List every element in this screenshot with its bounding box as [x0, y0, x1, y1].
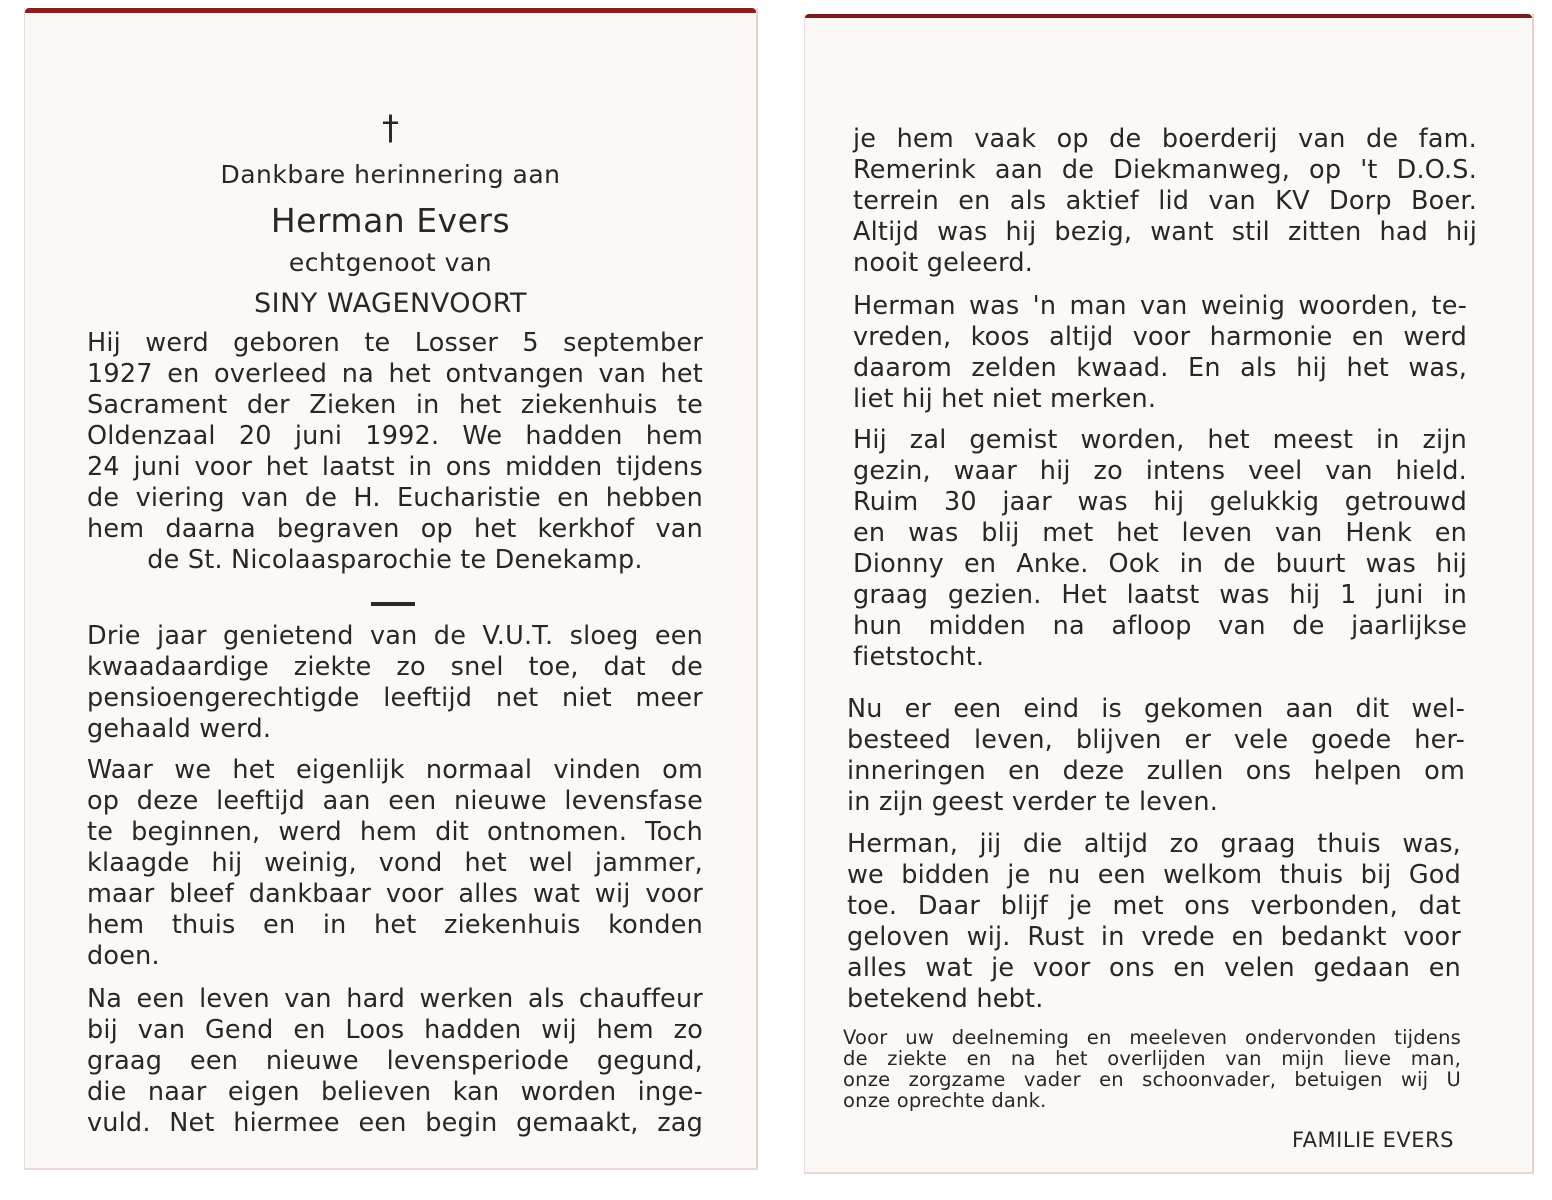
text-line: terrein en als aktief lid van KV Dorp Boer. [853, 186, 1477, 216]
text-line: betekend hebt. [847, 984, 1044, 1014]
text-line: Herman was 'n man van weinig woorden, te- [853, 291, 1467, 321]
paragraph-retirement [87, 755, 703, 972]
text-line: de ziekte en na het overlijden van mijn lieve man, [843, 1047, 1461, 1070]
text-line: graag een nieuwe levensperiode gegund, [87, 1046, 703, 1076]
paragraph-career [87, 984, 703, 1139]
text-line: Herman, jij die altijd zo graag thuis was, [847, 829, 1461, 859]
cross-icon: † [382, 108, 399, 148]
text-line: hun midden na afloop van de jaarlijkse [853, 611, 1467, 641]
text-line: je hem vaak op de boerderij van de fam. [853, 124, 1477, 154]
text-line: alles wat je voor ons en velen gedaan en [847, 953, 1461, 983]
text-line: besteed leven, blijven er vele goede her- [847, 725, 1465, 755]
paragraph-farewell [847, 829, 1461, 1015]
relation-text: echtgenoot van [288, 248, 493, 277]
text-line: de viering van de H. Eucharistie en hebben [87, 483, 703, 513]
paragraph-activities [853, 124, 1477, 279]
text-line: Nu er een eind is gekomen aan dit wel- [847, 694, 1465, 724]
text-line: vreden, koos altijd voor harmonie en werd [853, 322, 1467, 352]
deceased-name: Herman Evers [270, 201, 511, 240]
paragraph-thanks [843, 1027, 1461, 1111]
text-line: Ruim 30 jaar was hij gelukkig getrouwd [853, 487, 1467, 517]
divider [371, 602, 415, 606]
paragraph-character [853, 291, 1467, 415]
text-line: Altijd was hij bezig, want stil zitten had hij [853, 217, 1477, 247]
text-line: Voor uw deelneming en meeleven ondervonden tijdens [843, 1026, 1461, 1049]
memorial-card-back [804, 14, 1534, 1174]
text-line: toe. Daar blijf je met ons verbonden, dat [847, 891, 1461, 921]
text-line: onze zorgzame vader en schoonvader, betuigen wij U [843, 1068, 1461, 1091]
paragraph-illness [87, 621, 703, 745]
text-line: en was blij met het leven van Henk en [853, 518, 1467, 548]
text-line: klaagde hij weinig, vond het wel jammer, [87, 848, 703, 878]
text-line: gezin, waar hij zo intens veel van hield. [853, 456, 1467, 486]
text-line: bij van Gend en Loos hadden wij hem zo [87, 1015, 703, 1045]
text-line: onze oprechte dank. [843, 1089, 1047, 1112]
text-line: 1927 en overleed na het ontvangen van het [87, 359, 703, 389]
text-line: daarom zelden kwaad. En als hij het was, [853, 353, 1467, 383]
text-line: de St. Nicolaasparochie te Denekamp. [147, 545, 643, 575]
text-line: Na een leven van hard werken als chauffeur [87, 984, 703, 1014]
text-line: vuld. Net hiermee een begin gemaakt, zag [87, 1108, 703, 1138]
text-line: we bidden je nu een welkom thuis bij God [847, 860, 1461, 890]
text-line: hem thuis en in het ziekenhuis konden [87, 910, 703, 940]
text-line: Waar we het eigenlijk normaal vinden om [87, 755, 703, 785]
spouse-name: SINY WAGENVOORT [253, 288, 528, 319]
text-line: Hij zal gemist worden, het meest in zijn [853, 425, 1467, 455]
text-line: kwaadaardige ziekte zo snel toe, dat de [87, 652, 703, 682]
text-line: Oldenzaal 20 juni 1992. We hadden hem [87, 421, 703, 451]
memorial-card-front [24, 8, 758, 1170]
text-line: te beginnen, werd hem dit ontnomen. Toch [87, 817, 703, 847]
text-line: 24 juni voor het laatst in ons midden tijdens [87, 452, 703, 482]
text-line: fietstocht. [853, 642, 985, 672]
signature: FAMILIE EVERS [1292, 1128, 1454, 1152]
text-line: inneringen en deze zullen ons helpen om [847, 756, 1465, 786]
text-line: Remerink aan de Diekmanweg, op 't D.O.S. [853, 155, 1477, 185]
text-line: Dionny en Anke. Ook in de buurt was hij [853, 549, 1467, 579]
text-line: geloven wij. Rust in vrede en bedankt voor [847, 922, 1461, 952]
text-line: maar bleef dankbaar voor alles wat wij voor [87, 879, 703, 909]
text-line: op deze leeftijd aan een nieuwe levensfase [87, 786, 703, 816]
text-line: liet hij het niet merken. [853, 384, 1157, 414]
text-line: Sacrament der Zieken in het ziekenhuis te [87, 390, 703, 420]
paragraph-family [853, 425, 1467, 673]
text-line: Hij werd geboren te Losser 5 september [87, 328, 703, 358]
card-heading: Dankbare herinnering aan [220, 160, 561, 189]
paragraph-biography [87, 328, 703, 576]
paragraph-memories [847, 694, 1465, 818]
text-line: pensioengerechtigde leeftijd net niet meer [87, 683, 703, 713]
text-line: gehaald werd. [87, 714, 272, 744]
text-line: in zijn geest verder te leven. [847, 787, 1219, 817]
text-line: doen. [87, 941, 160, 971]
text-line: hem daarna begraven op het kerkhof van [87, 514, 703, 544]
text-line: graag gezien. Het laatst was hij 1 juni in [853, 580, 1467, 610]
text-line: die naar eigen believen kan worden inge- [87, 1077, 703, 1107]
text-line: Drie jaar genietend van de V.U.T. sloeg een [87, 621, 703, 651]
text-line: nooit geleerd. [853, 248, 1034, 278]
